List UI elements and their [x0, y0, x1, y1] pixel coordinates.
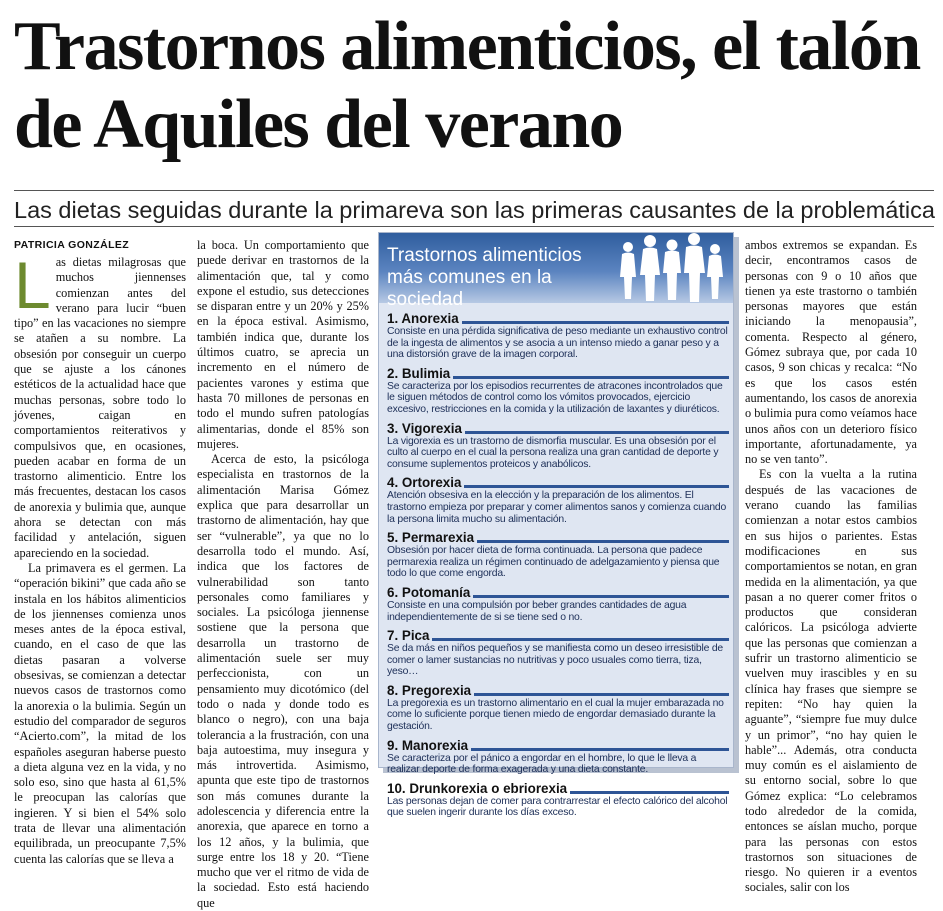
item-title: 1. Anorexia — [387, 311, 459, 326]
list-item — [387, 475, 729, 525]
list-item — [387, 683, 729, 733]
item-title: 2. Bulimia — [387, 365, 451, 381]
list-item — [387, 628, 729, 678]
item-description: La vigorexia es un trastorno de dismorfia muscular. Es una obsesión por el culto al cuerpo en el cual la persona realiza una gran cantidad de deporte y consume suplementos proteicos y anabólicos. — [387, 435, 719, 470]
list-item — [387, 738, 729, 776]
top-rule — [14, 190, 934, 191]
article-column-1 — [14, 238, 186, 866]
item-description: Consiste en una compulsión por beber grandes cantidades de agua independientemente de si se tiene sed o no. — [387, 599, 687, 623]
item-description: Atención obsesiva en la elección y la preparación de los alimentos. El trastorno empieza por preparar y comer alimentos sanos y comienza cuando la persona limita mucho su alimentación. — [387, 490, 727, 525]
list-item — [387, 781, 729, 819]
headline: Trastornos alimenticios, el talón de Aquiles del verano — [14, 8, 920, 163]
item-title: 4. Ortorexia — [387, 475, 462, 491]
divider — [464, 485, 729, 488]
item-title: 6. Potomanía — [387, 584, 471, 600]
item-description: Se caracteriza por el pánico a engordar en el hombre, lo que le lleva a realizar deporte de forma exagerada y una dieta constante. — [387, 752, 697, 776]
item-title: 8. Pregorexia — [387, 682, 472, 698]
subtitle: Las dietas seguidas durante la primareva son las primeras causantes de la problemática — [14, 197, 935, 223]
divider — [462, 321, 729, 324]
item-description: Se da más en niños pequeños y se manifiesta como un deseo irresistible de comer o lamer sustancias no nutritivas y poco usuales como tierra, tiza, yeso… — [387, 643, 723, 678]
divider — [465, 431, 729, 434]
paragraph: la boca. Un comportamiento que puede derivar en trastornos de la alimentación que, tal y como expone el estudio, sus detecciones se disparan entre y un 20% y 25% en la época estival. Asimismo, también indica que, durante los últimos cuatro, se aprecia un incremento en el número de pacientes varones y estima que hasta 70 millones de personas en todo el mundo sufren patologías alimentarias, donde el 85% son mujeres. — [197, 238, 369, 451]
paragraph: Acerca de esto, la psicóloga especialista en trastornos de la alimentación Marisa Gómez explica que para desarrollar un trastorno de alimentación, hay que ser “vulnerable”, ya que no lo desarrolla todo el mundo. Así, indica que los factores de vulnerabilidad son tanto personales como familiares y sociales. La psicóloga jiennense sostiene que la persona que desarrolla un trastorno de alimentación suele ser muy perfeccionista, con un pensamiento muy dicotómico (del todo o nada y donde todo es blanco o negro), con una baja tolerancia a la frustración, con una baja autoestima, muy insegura y más introvertida. Asimismo, apunta que este tipo de trastornos son más comunes durante la adolescencia y diferencia entre la anorexia, que aparece en torno a los 12 años, y la bulimia, que surge entre los 18 y 20. “Tiene mucho que ver el ritmo de vida de la sociedad. Esto está haciendo que — [197, 452, 369, 910]
divider — [471, 748, 729, 751]
divider — [474, 693, 729, 696]
divider — [432, 638, 729, 641]
divider — [453, 376, 729, 379]
disorder-list — [387, 311, 729, 824]
divider — [477, 540, 729, 543]
item-title: 10. Drunkorexia o ebriorexia — [387, 780, 568, 796]
subtitle-rule — [14, 226, 934, 227]
item-description: La pregorexia es un trastorno alimentario en el cual la mujer embarazada no come lo suficiente porque tienen miedo de engordar demasiado durante la gestación. — [387, 697, 724, 733]
item-title: 3. Vigorexia — [387, 420, 462, 436]
people-silhouettes-icon — [614, 233, 729, 303]
paragraph: as dietas milagrosas que muchos jiennenses comienzan antes del verano para lucir “buen tipo” en las vacaciones no siempre se atañen a su nombre. La obsesión por conseguir un cuerpo que se ajuste a los cánones estéticos de la actualidad hace que muchas personas, sobre todo lo jóvenes, caigan en comportamientos reiterativos y compulsivos que, en ocasiones, pueden acabar en forma de un trastorno alimenticio. Entre los más frecuentes, destacan los casos de anorexia y bulimia que, aunque ahora se detectan con más facilidad y antelación, siguen apareciendo en la sociedad. — [14, 255, 186, 560]
divider — [570, 791, 729, 794]
item-description: Obsesión por hacer dieta de forma continuada. La persona que padece permarexia realiza un régimen continuado de adelgazamiento y piensa que todo lo que come engorda. — [387, 545, 720, 580]
list-item — [387, 366, 729, 416]
item-description: Se caracteriza por los episodios recurrentes de atracones incontrolados que le siguen métodos de control como los vómitos provocados, ejercicio excesivo, restricciones en la comida y la utilización de laxantes y diuréticos. — [387, 380, 723, 415]
drop-cap: L — [14, 248, 51, 322]
list-item — [387, 530, 729, 580]
paragraph: Es con la vuelta a la rutina después de las vacaciones de verano cuando las familias comienzan a notar estos cambios en sus hijos o parientes. Estas modificaciones en sus comportamientos se notan, en gran medida en la alimentación, ya que pasan a no querer comer fritos o productos que consideran calóricos. La psicóloga advierte que las personas que comienzan a sufrir un trastorno alimenticio se vuelven muy irascibles y en su clínica hay frases que siempre se repiten: “No hay quien la aguante”, “siempre fue muy dulce y un primor”, “no hay quien le hable”... Además, otra conducta muy común es el aislamiento de su entorno social, sobre lo que Gómez explica: “Lo celebramos todo alrededor de la comida, entonces se aíslan mucho, porque para las personas con estos trastornos son situaciones de riesgo. No quieren ir a eventos sociales, salir con los — [745, 467, 917, 895]
list-item — [387, 421, 729, 471]
item-description: Las personas dejan de comer para contrarrestar el efecto calórico del alcohol que suelen ingerir durante los días exceso. — [387, 795, 728, 819]
divider — [473, 595, 729, 598]
item-title: 7. Pica — [387, 628, 430, 644]
article-column-2 — [197, 238, 369, 910]
list-item — [387, 585, 729, 623]
sidebar-header — [379, 233, 733, 310]
item-description: Consiste en una pérdida significativa de peso mediante un exhaustivo control de la ingesta de alimentos y se asocia a un intenso miedo a ganar peso y a una distorsión grave de la imagen corporal. — [387, 326, 728, 361]
article-column-4 — [745, 238, 917, 895]
item-title: 5. Permarexia — [387, 530, 475, 546]
paragraph: La primavera es el germen. La “operación bikini” que cada año se instala en los hábitos alimenticios de los jiennenses comienza unos meses antes de la época estival, cuando, en el caso de que las dietas pasaran a volverse obsesivas, se comienzan a detectar nuevos casos de trastornos como la anorexia o la bulimia. Según un estudio del comparador de seguros “Acierto.com”, la mitad de los españoles aseguran haberse puesto a dieta alguna vez en la vida, y no solo eso, sino que hasta al 61,5% le preocupan las calorías que ingieren. Y si bien el 54% solo trata de llevar una alimentación equilibrada, un preocupante 7,5% cuenta las calorías que se lleva a — [14, 560, 186, 866]
sidebar-title: Trastornos alimenticios más comunes en la sociedad — [387, 245, 582, 310]
sidebar-box — [378, 232, 734, 819]
list-item — [387, 311, 729, 361]
paragraph: ambos extremos se expandan. Es decir, encontramos casos de personas con 9 o 10 años que tienen ya este trastorno o también personas mayores que están iniciando la menopausia”, comenta. Respecto al género, Gómez subraya que, por cada 10 casos, 9 son chicas y recalca: “No es que los casos estén aumentando, los casos de anorexia o bulimia pura como veíamos hace unos años con un deterioro físico importante, afortunadamente, ya no se ven tanto”. — [745, 238, 917, 467]
item-title: 9. Manorexia — [387, 737, 469, 753]
byline: PATRICIA GONZÁLEZ — [14, 239, 130, 251]
